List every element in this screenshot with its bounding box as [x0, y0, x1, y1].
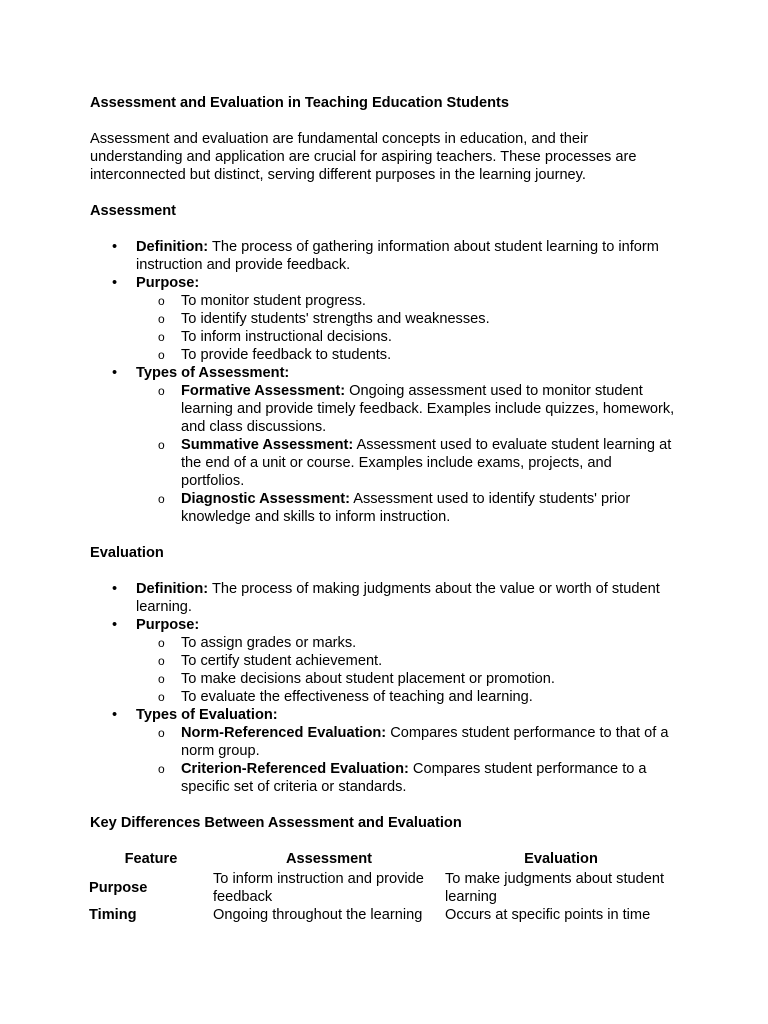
type-text: Compares student performance to that of a norm group. [181, 725, 669, 759]
type-label: Criterion-Referenced Evaluation: [181, 761, 409, 777]
definition-text: The process of making judgments about the value or worth of student learning. [136, 581, 660, 615]
table-cell: To make judgments about student learning [445, 871, 665, 905]
list-item [136, 634, 678, 652]
type-label: Summative Assessment: [181, 437, 354, 453]
bullet-icon: • [112, 239, 118, 255]
list-item [136, 652, 678, 670]
bullet-icon: • [112, 581, 118, 597]
evaluation-heading: Evaluation [90, 545, 164, 561]
list-item [136, 670, 678, 688]
evaluation-list [90, 580, 678, 796]
bullet-icon: • [112, 707, 118, 723]
row-header-purpose: Purpose [89, 880, 148, 896]
purpose-text: To identify students' strengths and weaknesses. [181, 311, 490, 327]
definition-text: The process of gathering information about student learning to inform instruction and provide feedback. [136, 239, 659, 273]
assessment-definition-item [90, 238, 678, 274]
circle-bullet-icon: o [158, 438, 165, 452]
assessment-types-list [136, 382, 678, 526]
assessment-types-item [90, 364, 678, 526]
list-item [136, 382, 678, 436]
circle-bullet-icon: o [158, 726, 165, 740]
type-label: Formative Assessment: [181, 383, 346, 399]
key-differences-heading: Key Differences Between Assessment and Evaluation [90, 815, 462, 831]
assessment-purpose-item [90, 274, 678, 364]
purpose-text: To evaluate the effectiveness of teaching and learning. [181, 689, 533, 705]
evaluation-definition-item [90, 580, 678, 616]
circle-bullet-icon: o [158, 762, 165, 776]
purpose-text: To certify student achievement. [181, 653, 383, 669]
assessment-list [90, 238, 678, 526]
purpose-label: Purpose: [136, 275, 200, 291]
evaluation-types-item [90, 706, 678, 796]
purpose-text: To make decisions about student placement or promotion. [181, 671, 555, 687]
list-item [136, 688, 678, 706]
purpose-text: To assign grades or marks. [181, 635, 357, 651]
table-cell: To inform instruction and provide feedback [213, 871, 424, 905]
column-header-evaluation: Evaluation [524, 851, 598, 867]
list-item [136, 346, 678, 364]
types-label: Types of Assessment: [136, 365, 290, 381]
list-item [136, 436, 678, 490]
circle-bullet-icon: o [158, 672, 165, 686]
list-item [136, 310, 678, 328]
type-label: Norm-Referenced Evaluation: [181, 725, 387, 741]
type-label: Diagnostic Assessment: [181, 491, 350, 507]
circle-bullet-icon: o [158, 312, 165, 326]
purpose-text: To provide feedback to students. [181, 347, 392, 363]
assessment-purpose-list [136, 292, 678, 364]
bullet-icon: • [112, 617, 118, 633]
table-cell: Occurs at specific points in time [445, 907, 651, 923]
table-row [89, 906, 677, 924]
list-item [136, 760, 678, 796]
type-text: Compares student performance to a specific set of criteria or standards. [181, 761, 647, 795]
circle-bullet-icon: o [158, 330, 165, 344]
circle-bullet-icon: o [158, 294, 165, 308]
assessment-heading: Assessment [90, 203, 176, 219]
types-label: Types of Evaluation: [136, 707, 278, 723]
type-text: Assessment used to evaluate student learning at the end of a unit or course. Examples include exams, projects, and portfolios. [181, 437, 672, 489]
bullet-icon: • [112, 365, 118, 381]
column-header-assessment: Assessment [286, 851, 372, 867]
evaluation-types-list [136, 724, 678, 796]
list-item [136, 328, 678, 346]
differences-table [89, 850, 677, 924]
definition-label: Definition: [136, 239, 209, 255]
purpose-text: To monitor student progress. [181, 293, 366, 309]
evaluation-purpose-list [136, 634, 678, 706]
table-header-row [89, 850, 677, 870]
document-title: Assessment and Evaluation in Teaching Education Students [90, 95, 509, 111]
purpose-text: To inform instructional decisions. [181, 329, 392, 345]
circle-bullet-icon: o [158, 384, 165, 398]
circle-bullet-icon: o [158, 636, 165, 650]
intro-paragraph: Assessment and evaluation are fundamental concepts in education, and their understanding and application are crucial for aspiring teachers. These processes are interconnected but distinct, serving different purposes in the learning journey. [90, 131, 637, 183]
definition-label: Definition: [136, 581, 209, 597]
purpose-label: Purpose: [136, 617, 200, 633]
list-item [136, 490, 678, 526]
row-header-timing: Timing [89, 907, 137, 923]
circle-bullet-icon: o [158, 690, 165, 704]
type-text: Ongoing assessment used to monitor student learning and provide timely feedback. Examples include quizzes, homework, and class discussions. [181, 383, 675, 435]
list-item [136, 724, 678, 760]
table-cell: Ongoing throughout the learning [213, 907, 423, 923]
type-text: Assessment used to identify students' prior knowledge and skills to inform instruction. [181, 491, 631, 525]
circle-bullet-icon: o [158, 492, 165, 506]
list-item [136, 292, 678, 310]
circle-bullet-icon: o [158, 348, 165, 362]
circle-bullet-icon: o [158, 654, 165, 668]
bullet-icon: • [112, 275, 118, 291]
column-header-feature: Feature [124, 851, 178, 867]
table-row [89, 870, 677, 906]
evaluation-purpose-item [90, 616, 678, 706]
